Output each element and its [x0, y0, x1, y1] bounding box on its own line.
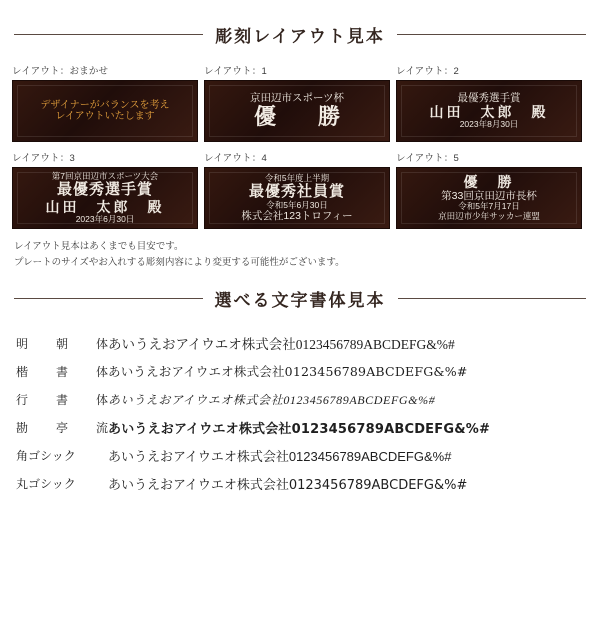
font-name [16, 391, 108, 408]
plate-line: 令和5年7月17日 [458, 201, 520, 212]
font-name-char: 明 [16, 336, 29, 351]
font-name-char: 体 [95, 364, 108, 379]
plate-line: 山田 太郎 殿 [429, 104, 549, 121]
header-rule-right [398, 298, 587, 299]
font-name-char: 楷 [16, 364, 29, 379]
font-sample-text: あいうえおアイウエオ株式会社0123456789ABCDEFG&%# [108, 337, 455, 353]
header-rule-right [397, 34, 586, 35]
layout-sample-label: レイアウト：おまかせ [12, 66, 109, 77]
plate-line: 2023年6月30日 [75, 213, 135, 224]
layout-plate [12, 167, 198, 229]
layout-plate [204, 80, 390, 142]
font-name-char: 丸ゴシック [16, 476, 76, 491]
plate-line: 最優秀選手賞 [56, 181, 153, 199]
plate-line: 2023年8月30日 [459, 119, 519, 130]
font-row-kantei [16, 413, 586, 441]
font-name-char: 書 [55, 364, 68, 379]
font-sample-text: あいうえおアイウエオ株式会社0123456789ABCDEFG&%# [108, 364, 468, 380]
plate-line: 優 勝 [463, 174, 515, 191]
font-name [16, 363, 108, 380]
layout-sample-label: レイアウト：5 [396, 153, 459, 164]
font-name-char: 行 [16, 392, 29, 407]
layout-sample-5 [396, 150, 582, 229]
layout-sample-omakase [12, 63, 198, 142]
font-row-mincho [16, 329, 586, 357]
header-rule-left [14, 34, 203, 35]
layout-plate [204, 167, 390, 229]
layout-plate [396, 80, 582, 142]
layout-note-line: プレートのサイズやお入れする彫刻内容により変更する可能性がございます。 [14, 256, 345, 268]
layout-notes [0, 229, 600, 270]
plate-line: 山田 太郎 殿 [45, 198, 165, 215]
layout-sample-2 [396, 63, 582, 142]
font-name-char: 流 [95, 420, 108, 435]
plate-line: 第33回京田辺市長杯 [441, 190, 537, 203]
header-rule-left [14, 298, 203, 299]
layout-section-header [0, 22, 600, 47]
font-section-header [0, 286, 600, 311]
font-name-char: 体 [95, 392, 108, 407]
layout-sample-4 [204, 150, 390, 229]
layout-sample-3 [12, 150, 198, 229]
layout-plate [12, 80, 198, 142]
font-name-char: 亭 [55, 420, 68, 435]
page-root [0, 22, 600, 622]
font-sample-list [0, 311, 600, 497]
font-name-char: 角ゴシック [16, 448, 76, 463]
plate-line: 令和5年6月30日 [266, 199, 328, 210]
plate-line: デザイナーがバランスを考え [40, 99, 170, 111]
font-sample-text: あいうえおアイウエオ株式会社0123456789ABCDEFG&%# [108, 477, 468, 493]
font-name-char: 勘 [16, 420, 29, 435]
layout-sample-label: レイアウト：3 [12, 153, 75, 164]
plate-line: 最優秀社員賞 [248, 183, 345, 201]
layout-sample-1 [204, 63, 390, 142]
font-name [16, 475, 108, 492]
plate-line: 優 勝 [253, 104, 350, 130]
font-row-kaisho [16, 357, 586, 385]
layout-sample-label: レイアウト：4 [204, 153, 267, 164]
font-row-kakugothic [16, 441, 586, 469]
plate-line: 京田辺市少年サッカー連盟 [438, 211, 540, 222]
plate-line: レイアウトいたします [55, 111, 155, 122]
font-name-char: 体 [95, 336, 108, 351]
font-name-char: 書 [55, 392, 68, 407]
plate-line: 令和5年度上半期 [264, 172, 330, 183]
font-row-gyosho [16, 385, 586, 413]
font-name [16, 447, 108, 464]
layout-note-line: レイアウト見本はあくまでも目安です。 [14, 241, 184, 252]
font-section-title: 選べる文字書体見本 [214, 291, 386, 311]
layout-section-title: 彫刻レイアウト見本 [215, 27, 385, 46]
font-sample-text: あいうえおアイウエオ株式会社0123456789ABCDEFG&%# [108, 392, 436, 407]
font-sample-text: あいうえおアイウエオ株式会社0123456789ABCDEFG&%# [108, 448, 452, 464]
layout-sample-label: レイアウト：1 [204, 66, 267, 77]
plate-line: 京田辺市スポーツ杯 [249, 92, 345, 105]
font-sample-text: あいうえおアイウエオ株式会社0123456789ABCDEFG&%# [108, 421, 491, 437]
font-name [16, 419, 108, 436]
font-name [16, 335, 108, 352]
plate-line: 最優秀選手賞 [457, 92, 521, 105]
plate-line: 株式会社123トロフィー [241, 210, 353, 223]
layout-samples-grid [0, 47, 600, 229]
layout-sample-label: レイアウト：2 [396, 66, 459, 77]
font-name-char: 朝 [55, 336, 68, 351]
layout-plate [396, 167, 582, 229]
font-row-marugothic [16, 469, 586, 497]
plate-line: 第7回京田辺市スポーツ大会 [51, 170, 159, 181]
